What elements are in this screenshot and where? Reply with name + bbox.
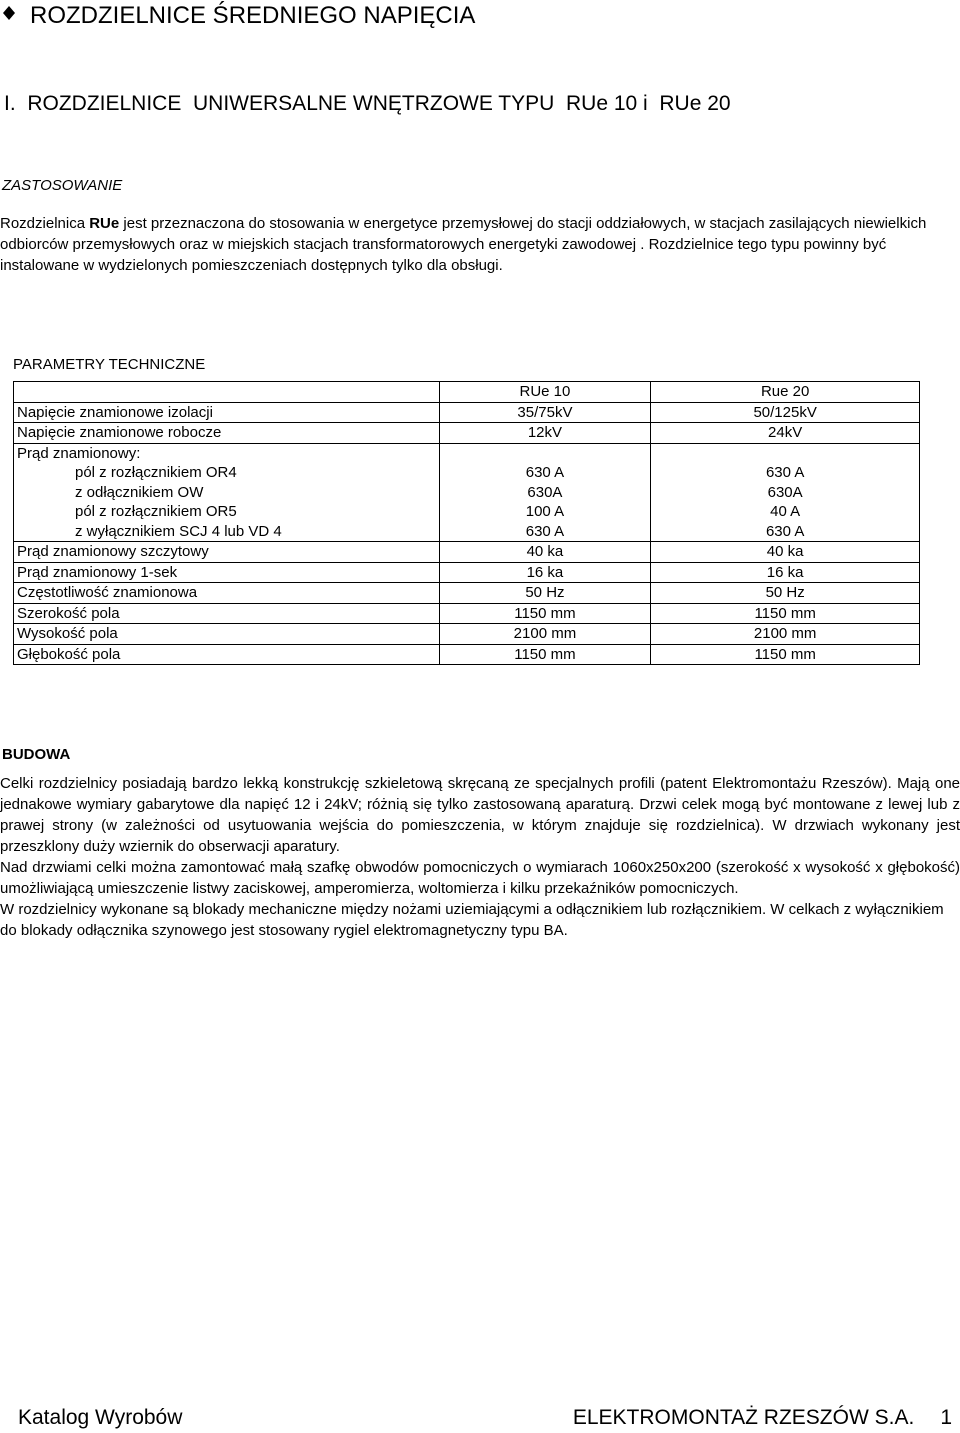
footer-company <box>573 1406 952 1430</box>
footer-catalog: Katalog Wyrobów <box>18 1406 183 1429</box>
current-item-value: 40 A <box>770 503 801 520</box>
row-value-rue20: 50/125kV <box>651 402 920 423</box>
row-value-rue10: 1150 mm <box>439 644 651 665</box>
construction-paragraph: Celki rozdzielnicy posiadają bardzo lekką konstrukcję szkieletową skręcaną ze specjalnych profili (patent Elektromontażu Rzeszów). Mają one jednakowe wymiary gabarytowe dla napięć 12 i 24kV; różnią się tylko zastosowaną aparaturą. Drzwi celek mogą być montowane z lewej lub z prawej strony (w zależności od usytuowania wejścia do pomieszczenia, w którym znajduje się rozdzielnica). W drzwiach wykonany jest przeszklony duży wziernik do obserwacji aparatury. <box>0 775 960 855</box>
table-row <box>14 402 920 423</box>
row-value-rue10: 2100 mm <box>439 624 651 645</box>
row-value-rue20: 1150 mm <box>651 644 920 665</box>
application-text-after: jest przeznaczona do stosowania w energetyce przemysłowej do stacji oddziałowych, w stacjach zasilających niewielkich odbiorców przemysłowych oraz w miejskich stacjach transformatorowych energetyki zawodowej . Rozdzielnice tego typu powinny być instalowane w wydzielonych pomieszczeniach dostępnych tylko dla obsługi. <box>0 215 927 274</box>
table-row <box>14 603 920 624</box>
table-row <box>14 624 920 645</box>
section-title: I. ROZDZIELNICE UNIWERSALNE WNĘTRZOWE TYPU RUe 10 i RUe 20 <box>4 92 731 115</box>
row-label: Napięcie znamionowe robocze <box>14 423 440 444</box>
table-row-current-group <box>14 443 920 542</box>
row-value-rue10: 1150 mm <box>439 603 651 624</box>
parameters-table <box>13 381 920 665</box>
diamond-bullet-icon <box>0 6 18 25</box>
current-item-value: 100 A <box>525 503 565 520</box>
current-group-label: Prąd znamionowy: <box>17 444 141 462</box>
row-value-rue20: 1150 mm <box>651 603 920 624</box>
current-item-value: 630A <box>767 483 803 501</box>
application-heading: ZASTOSOWANIE <box>2 177 123 194</box>
current-item-value: 630 A <box>525 522 565 540</box>
table-row <box>14 542 920 563</box>
row-label: Częstotliwość znamionowa <box>14 583 440 604</box>
construction-text <box>0 773 960 941</box>
current-item-value: 630 A <box>525 464 565 481</box>
row-value-rue10: 40 ka <box>439 542 651 563</box>
table-header-cell: Rue 20 <box>651 382 920 403</box>
page-number: 1 <box>940 1406 952 1429</box>
application-text-bold: RUe <box>89 215 120 232</box>
page-title <box>0 2 475 30</box>
construction-heading: BUDOWA <box>2 746 71 763</box>
row-label: Napięcie znamionowe izolacji <box>14 402 440 423</box>
current-item-label: z wyłącznikiem SCJ 4 lub VD 4 <box>75 522 282 540</box>
table-row <box>14 644 920 665</box>
table-row <box>14 562 920 583</box>
table-header-row <box>14 382 920 403</box>
current-item-label: pól z rozłącznikiem OR4 <box>75 464 237 481</box>
current-values-rue10 <box>439 443 651 542</box>
row-label: Wysokość pola <box>14 624 440 645</box>
current-item-label: z odłącznikiem OW <box>75 483 204 501</box>
row-label: Prąd znamionowy szczytowy <box>14 542 440 563</box>
current-item-label: pól z rozłącznikiem OR5 <box>75 503 237 520</box>
page-title-text: ROZDZIELNICE ŚREDNIEGO NAPIĘCIA <box>30 2 476 29</box>
table-row <box>14 583 920 604</box>
row-value-rue20: 40 ka <box>651 542 920 563</box>
row-value-rue10: 16 ka <box>439 562 651 583</box>
row-label: Prąd znamionowy 1-sek <box>14 562 440 583</box>
current-item-value: 630 A <box>765 522 805 540</box>
row-value-rue20: 50 Hz <box>651 583 920 604</box>
parameters-heading: PARAMETRY TECHNICZNE <box>13 356 206 373</box>
row-value-rue20: 2100 mm <box>651 624 920 645</box>
row-value-rue10: 12kV <box>439 423 651 444</box>
current-item-value: 630 A <box>765 464 805 481</box>
row-value-rue10: 50 Hz <box>439 583 651 604</box>
application-paragraph <box>0 213 960 276</box>
table-header-cell <box>14 382 440 403</box>
construction-paragraph: Nad drzwiami celki można zamontować małą szafkę obwodów pomocniczych o wymiarach 1060x250x200 (szerokość x wysokość x głębokość) umożliwiającą umieszczenie listwy zaciskowej, amperomierza, woltomierza i kilku przekaźników pomocniczych. <box>0 859 960 897</box>
current-values-rue20 <box>651 443 920 542</box>
table-header-cell: RUe 10 <box>439 382 651 403</box>
row-value-rue20: 24kV <box>651 423 920 444</box>
row-label: Szerokość pola <box>14 603 440 624</box>
row-value-rue10: 35/75kV <box>439 402 651 423</box>
application-text-before: Rozdzielnica <box>0 215 90 232</box>
current-item-value: 630A <box>527 483 563 501</box>
row-value-rue20: 16 ka <box>651 562 920 583</box>
current-group-labels <box>14 443 440 542</box>
table-row <box>14 423 920 444</box>
footer-company-name: ELEKTROMONTAŻ RZESZÓW S.A. <box>572 1406 915 1429</box>
construction-paragraph: W rozdzielnicy wykonane są blokady mechaniczne między nożami uziemiającymi a odłącznikiem lub rozłącznikiem. W celkach z wyłącznikiem do blokady odłącznika szynowego jest stosowany rygiel elektromagnetyczny typu BA. <box>0 901 944 939</box>
row-label: Głębokość pola <box>14 644 440 665</box>
